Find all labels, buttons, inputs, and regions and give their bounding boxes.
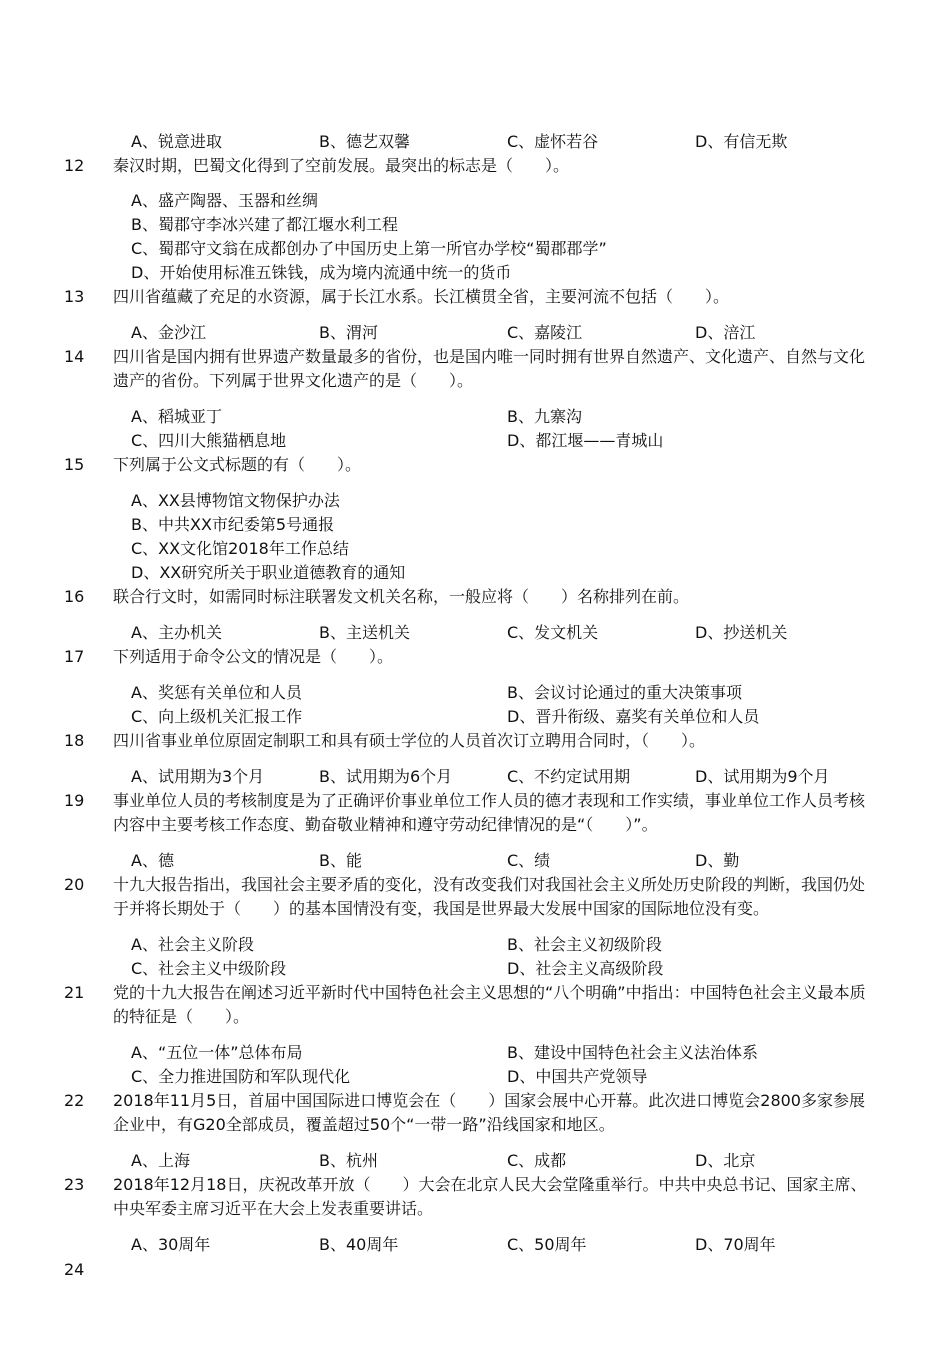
option-d: D、XX研究所关于职业道德教育的通知	[131, 563, 406, 582]
option-c: C、绩	[507, 851, 551, 870]
question-number: 24	[64, 1260, 85, 1279]
question-number: 23	[64, 1175, 85, 1194]
question-number: 20	[64, 875, 85, 894]
question-stem: 联合行文时，如需同时标注联署发文机关名称，一般应将（ ）名称排列在前。	[113, 587, 690, 606]
option-d: D、抄送机关	[695, 623, 788, 642]
question-number: 21	[64, 983, 85, 1002]
option-a: A、社会主义阶段	[131, 935, 254, 954]
option-c: C、发文机关	[507, 623, 599, 642]
option-a: A、奖惩有关单位和人员	[131, 683, 302, 702]
option-a: A、锐意进取	[131, 132, 222, 151]
question-number: 14	[64, 347, 85, 366]
option-b: B、九寨沟	[507, 407, 582, 426]
option-b: B、主送机关	[319, 623, 410, 642]
option-d: D、开始使用标准五铢钱，成为境内流通中统一的货币	[131, 263, 512, 282]
question-stem: 四川省事业单位原固定制职工和具有硕士学位的人员首次订立聘用合同时，（ ）。	[113, 731, 706, 750]
option-a: A、30周年	[131, 1235, 211, 1254]
option-a: A、稻城亚丁	[131, 407, 222, 426]
option-b: B、会议讨论通过的重大决策事项	[507, 683, 742, 702]
question-stem: 秦汉时期，巴蜀文化得到了空前发展。最突出的标志是（ ）。	[113, 156, 570, 175]
option-b: B、杭州	[319, 1151, 378, 1170]
option-d: D、试用期为9个月	[695, 767, 830, 786]
question-number: 13	[64, 287, 85, 306]
option-a: A、“五位一体”总体布局	[131, 1043, 303, 1062]
option-a: A、XX县博物馆文物保护办法	[131, 491, 340, 510]
option-c: C、50周年	[507, 1235, 587, 1254]
question-number: 15	[64, 455, 85, 474]
option-d: D、有信无欺	[695, 132, 788, 151]
option-b: B、渭河	[319, 323, 378, 342]
question-stem: 2018年12月18日，庆祝改革开放（ ）大会在北京人民大会堂隆重举行。中共中央总书记、国家主席、中央军委主席习近平在大会上发表重要讲话。	[113, 1175, 867, 1218]
option-c: C、全力推进国防和军队现代化	[131, 1067, 351, 1086]
option-d: D、都江堰——青城山	[507, 431, 664, 450]
option-c: C、蜀郡守文翁在成都创办了中国历史上第一所官办学校“蜀郡郡学”	[131, 239, 607, 258]
option-b: B、中共XX市纪委第5号通报	[131, 515, 335, 534]
option-d: D、70周年	[695, 1235, 776, 1254]
option-b: B、蜀郡守李冰兴建了都江堰水利工程	[131, 215, 398, 234]
option-c: C、成都	[507, 1151, 567, 1170]
option-a: A、盛产陶器、玉器和丝绸	[131, 191, 318, 210]
question-stem: 党的十九大报告在阐述习近平新时代中国特色社会主义思想的“八个明确”中指出：中国特色社会主义最本质的特征是（ ）。	[113, 983, 866, 1026]
option-c: C、不约定试用期	[507, 767, 631, 786]
option-b: B、40周年	[319, 1235, 399, 1254]
option-b: B、能	[319, 851, 362, 870]
option-c: C、虚怀若谷	[507, 132, 599, 151]
question-stem: 下列属于公文式标题的有（ ）。	[113, 455, 362, 474]
question-stem: 2018年11月5日，首届中国国际进口博览会在（ ）国家会展中心开幕。此次进口博览会2800多家参展企业中，有G20全部成员，覆盖超过50个“一带一路”沿线国家和地区。	[113, 1091, 865, 1134]
option-a: A、德	[131, 851, 174, 870]
question-number: 12	[64, 156, 85, 175]
question-number: 19	[64, 791, 85, 810]
option-c: C、向上级机关汇报工作	[131, 707, 303, 726]
option-d: D、涪江	[695, 323, 756, 342]
option-b: B、建设中国特色社会主义法治体系	[507, 1043, 758, 1062]
option-d: D、社会主义高级阶段	[507, 959, 664, 978]
option-a: A、金沙江	[131, 323, 206, 342]
option-c: C、嘉陵江	[507, 323, 583, 342]
option-b: B、社会主义初级阶段	[507, 935, 662, 954]
question-number: 22	[64, 1091, 85, 1110]
question-number: 17	[64, 647, 85, 666]
question-stem: 十九大报告指出，我国社会主要矛盾的变化，没有改变我们对我国社会主义所处历史阶段的判断，我国仍处于并将长期处于（ ）的基本国情没有变，我国是世界最大发展中国家的国际地位没有变。	[113, 875, 866, 918]
option-d: D、勤	[695, 851, 740, 870]
option-d: D、北京	[695, 1151, 756, 1170]
question-stem: 下列适用于命令公文的情况是（ ）。	[113, 647, 394, 666]
question-number: 18	[64, 731, 85, 750]
option-d: D、晋升衔级、嘉奖有关单位和人员	[507, 707, 760, 726]
option-b: B、德艺双馨	[319, 132, 410, 151]
question-number: 16	[64, 587, 85, 606]
question-stem: 事业单位人员的考核制度是为了正确评价事业单位工作人员的德才表现和工作实绩，事业单位工作人员考核内容中主要考核工作态度、勤奋敬业精神和遵守劳动纪律情况的是“（ ）”。	[113, 791, 866, 834]
question-stem: 四川省是国内拥有世界遗产数量最多的省份，也是国内唯一同时拥有世界自然遗产、文化遗产、自然与文化遗产的省份。下列属于世界文化遗产的是（ ）。	[113, 347, 866, 390]
option-c: C、XX文化馆2018年工作总结	[131, 539, 349, 558]
option-a: A、上海	[131, 1151, 190, 1170]
option-a: A、试用期为3个月	[131, 767, 265, 786]
option-c: C、四川大熊猫栖息地	[131, 431, 287, 450]
option-d: D、中国共产党领导	[507, 1067, 648, 1086]
option-b: B、试用期为6个月	[319, 767, 453, 786]
option-a: A、主办机关	[131, 623, 222, 642]
option-c: C、社会主义中级阶段	[131, 959, 287, 978]
question-stem: 四川省蕴藏了充足的水资源，属于长江水系。长江横贯全省，主要河流不包括（ ）。	[113, 287, 730, 306]
